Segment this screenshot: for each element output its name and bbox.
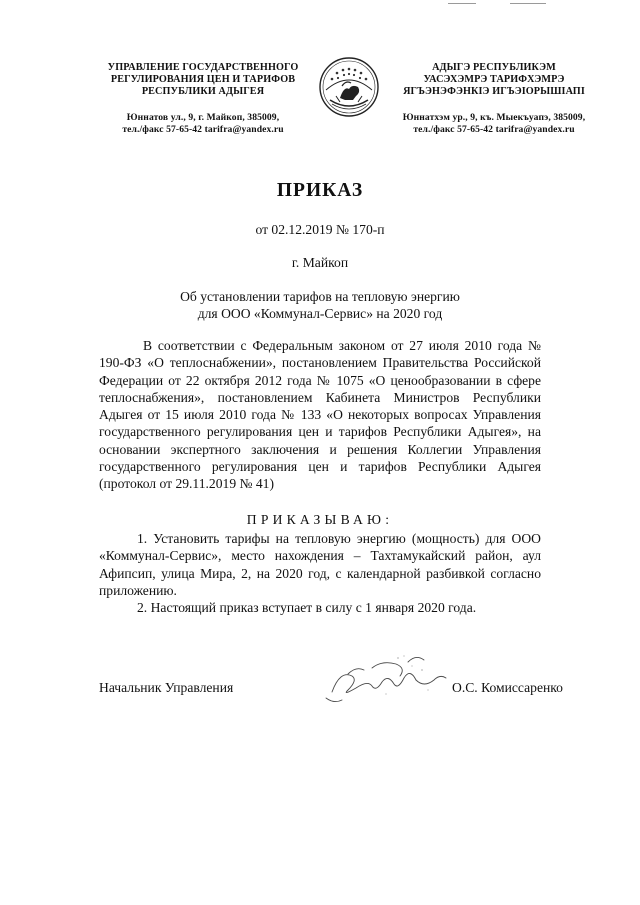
order-item-2: 2. Настоящий приказ вступает в силу с 1 января 2020 года. — [137, 600, 477, 616]
signatory-name: О.С. Комиссаренко — [452, 680, 563, 695]
header-left-addr1: Юннатов ул., 9, г. Майкоп, 385009, — [126, 112, 280, 123]
header-left-line3: РЕСПУБЛИКИ АДЫГЕЯ — [141, 86, 265, 97]
order-heading: ПРИКАЗЫВАЮ: — [246, 512, 394, 527]
scan-artifact-line — [448, 3, 476, 4]
header-right-addr1: Юннатхэм ур., 9, къ. Мыекъуапэ, 385009, — [402, 112, 586, 123]
document-date-number: от 02.12.2019 № 170-п — [255, 222, 385, 237]
header-right-line1: АДЫГЭ РЕСПУБЛИКЭМ — [432, 62, 556, 73]
document-subject — [0, 288, 640, 322]
scan-artifact-line — [510, 3, 546, 4]
header-right-line2: УАСЭХЭМРЭ ТАРИФХЭМРЭ — [423, 74, 565, 85]
header-right-address — [390, 112, 598, 136]
handwritten-signature-icon — [312, 650, 462, 720]
header-right-addr2: тел./факс 57-65-42 tarifra@yandex.ru — [413, 124, 575, 135]
header-left-line2: РЕГУЛИРОВАНИЯ ЦЕН И ТАРИФОВ — [110, 74, 296, 85]
preamble-paragraph — [99, 337, 541, 493]
header-left — [94, 62, 312, 136]
header-right-line3: ЯГЪЭНЭФЭНКIЭ ИГЪЭIОРЫШIАПI — [403, 86, 585, 97]
header-left-addr2: тел./факс 57-65-42 tarifra@yandex.ru — [122, 124, 284, 135]
header-left-address — [94, 112, 312, 136]
signatory-position: Начальник Управления — [99, 680, 234, 695]
subject-line1: Об установлении тарифов на тепловую энергию — [180, 289, 460, 304]
header-left-line1: УПРАВЛЕНИЕ ГОСУДАРСТВЕННОГО — [107, 62, 299, 73]
preamble-text: В соответствии с Федеральным законом от 27 июля 2010 года № 190-ФЗ «О теплоснабжении», постановлением Правительства Российской Федерации от 22 октября 2012 года № 1075 «О ценообразовании в сфере теплоснабжения», постановлением Кабинета Министров Республики Адыгея от 15 июля 2010 года № 133 «О некоторых вопросах Управления государственного регулирования цен и тарифов Республики Адыгея», на основании экспертного заключения и решения Коллегии Управления государственного регулирования цен и тарифов Республики Адыгея (протокол от 29.11.2019 № 41) — [99, 338, 541, 492]
document-city: г. Майкоп — [291, 255, 349, 270]
coat-of-arms-icon — [318, 56, 380, 118]
subject-line2: для ООО «Коммунал-Сервис» на 2020 год — [197, 306, 443, 321]
header-right — [390, 62, 598, 136]
order-item-1: 1. Установить тарифы на тепловую энергию (мощность) для ООО «Коммунал-Сервис», место нахождения – Тахтамукайский район, аул Афипсип, улица Мира, 2, на 2020 год, с календарной разбивкой согласно приложению. — [99, 531, 541, 598]
document-title: ПРИКАЗ — [276, 180, 364, 201]
order-items — [99, 530, 541, 616]
